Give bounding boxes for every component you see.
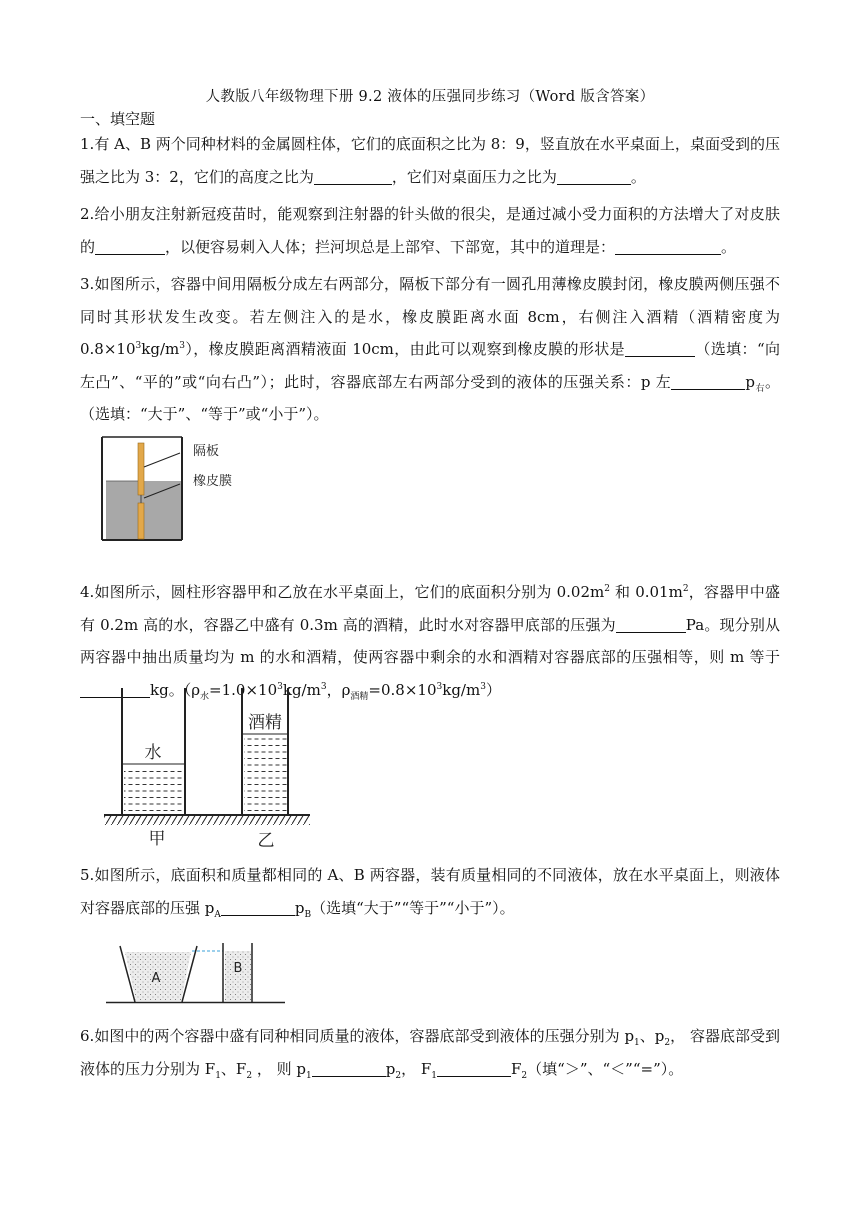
ground-hatching [104, 816, 310, 825]
subscript: 2 [395, 1070, 402, 1081]
question-6-text: ， 容器底部受到液体的压力分别为 F [80, 1027, 780, 1078]
partition-label: 隔板 [193, 444, 220, 459]
answer-blank[interactable] [616, 614, 686, 633]
document-title: 人教版八年级物理下册 9.2 液体的压强同步练习（Word 版含答案） [205, 89, 655, 105]
label-jia: 甲 [148, 829, 166, 849]
question-1-text: 。 [630, 167, 646, 186]
question-4-text: kg。（ρ [150, 680, 201, 699]
question-2-text: ，以便容易刺入人体；拦河坝总是上部窄、下部宽，其中的道理是： [165, 237, 616, 256]
figure-5-containers-ab [104, 938, 288, 1008]
question-5-text: p [294, 898, 305, 917]
question-2 [80, 198, 780, 263]
answer-blank[interactable] [95, 236, 165, 255]
question-4-text: ，ρ [326, 680, 351, 699]
question-3-text: （选填：“向左凸”、“平的”或“向右凸”）；此时，容器底部左右两部分受到的液体的压强关系：p 左 [80, 340, 780, 391]
subscript: 水 [200, 691, 210, 702]
question-4-text: ，容器甲中盛有 0.2m 高的水，容器乙中盛有 0.3m 高的酒精，此时水对容器甲底部的压强为 [80, 583, 780, 634]
subscript: 酒精 [350, 691, 369, 702]
question-4-text: Pa。现分别从两容器中抽出质量均为 m 的水和酒精，使两容器中剩余的水和酒精对容器底部的压强相等，则 m 等于 [80, 615, 781, 666]
figure-4-two-cylinders [100, 681, 315, 852]
subscript: 1 [634, 1038, 640, 1048]
question-2-text: 。 [721, 237, 737, 256]
superscript: 3 [480, 681, 486, 692]
question-5 [80, 859, 780, 924]
question-4-text: =1.0×10 [209, 680, 278, 699]
subscript: B [304, 909, 312, 920]
subscript: A [214, 909, 221, 920]
question-5-text: （选填“大于”“等于”“小于”）。 [311, 898, 515, 917]
question-3-text: ），橡皮膜距离酒精液面 10cm，由此可以观察到橡皮膜的形状是 [184, 340, 626, 358]
answer-blank[interactable] [314, 166, 392, 185]
subscript: 右 [754, 383, 765, 394]
subscript: 1 [306, 1070, 312, 1081]
question-3 [80, 268, 780, 431]
water-label: 水 [144, 743, 162, 763]
question-4-text: ） [485, 680, 501, 699]
question-6 [80, 1020, 780, 1085]
answer-blank[interactable] [671, 371, 745, 390]
membrane-label: 橡皮膜 [193, 474, 233, 489]
partition-board [138, 443, 144, 495]
question-6-text: 、F [220, 1059, 247, 1078]
figure-3-container-partition [98, 433, 258, 545]
question-4-text: 4.如图所示，圆柱形容器甲和乙放在水平桌面上，它们的底面积分别为 0.02m [80, 583, 605, 601]
subscript: 2 [246, 1070, 253, 1081]
question-6-text: ， F [401, 1059, 432, 1078]
label-b: B [233, 961, 243, 976]
question-4-text: =0.8×10 [368, 680, 437, 699]
question-3-text: 3.如图所示，容器中间用隔板分成左右两部分，隔板下部分有一圆孔用薄橡皮膜封闭，橡皮膜两侧压强不同时其形状发生改变。若左侧注入的是水，橡皮膜距离水面 8cm，右侧注入酒精（酒精密度为 0.8×10 [80, 275, 780, 358]
section-heading: 一、填空题 [80, 110, 156, 128]
question-1-text: ，它们对桌面压力之比为 [391, 167, 557, 186]
question-6-text: ， 则 p [252, 1059, 306, 1078]
question-3-text: 。（选填：“大于”、“等于”或“小于”）。 [80, 372, 780, 423]
question-3-text: p [745, 372, 755, 391]
question-1 [80, 128, 780, 193]
label-yi: 乙 [257, 831, 275, 851]
superscript: 3 [135, 341, 142, 351]
alcohol-liquid [244, 736, 287, 813]
question-6-text: F [511, 1059, 522, 1078]
question-2-text: 2.给小朋友注射新冠疫苗时，能观察到注射器的针头做的很尖，是通过减小受力面积的方法增大了对皮肤的 [80, 205, 780, 256]
answer-blank[interactable] [625, 338, 695, 357]
question-6-text: p [385, 1059, 396, 1078]
answer-blank[interactable] [557, 166, 631, 185]
subscript: 1 [431, 1070, 437, 1081]
subscript: 1 [215, 1070, 221, 1081]
water-liquid [124, 766, 184, 813]
superscript: 3 [179, 341, 185, 351]
question-3-text: kg/m [141, 340, 180, 358]
question-4-text: kg/m [282, 680, 321, 699]
answer-blank[interactable] [437, 1058, 511, 1077]
alcohol-label: 酒精 [248, 713, 282, 733]
subscript: 2 [521, 1070, 528, 1081]
label-a: A [151, 971, 161, 986]
question-6-text: 6.如图中的两个容器中盛有同种相同质量的液体，容器底部受到液体的压强分别为 p [80, 1027, 635, 1045]
superscript: 3 [436, 681, 443, 692]
question-1-text: 1.有 A、B 两个同种材料的金属圆柱体，它们的底面积之比为 8：9，竖直放在水平桌面上，桌面受到的压强之比为 3：2，它们的高度之比为 [80, 135, 780, 186]
superscript: 2 [604, 584, 610, 594]
answer-blank[interactable] [221, 897, 295, 916]
question-6-text: （填“＞”、“＜”“=”）。 [527, 1059, 684, 1078]
answer-blank[interactable] [615, 236, 721, 255]
answer-blank[interactable] [312, 1058, 386, 1077]
subscript: 2 [664, 1038, 671, 1048]
question-4-text: kg/m [442, 680, 481, 699]
question-5-text: 5.如图所示，底面积和质量都相同的 A、B 两容器，装有质量相同的不同液体，放在水平桌面上，则液体对容器底部的压强 p [80, 866, 780, 917]
superscript: 3 [320, 681, 327, 692]
liquid-b [225, 951, 251, 1001]
superscript: 2 [682, 584, 689, 594]
question-4-text: 和 0.01m [609, 583, 683, 601]
question-6-text: 、p [639, 1027, 665, 1045]
superscript: 3 [277, 681, 283, 692]
